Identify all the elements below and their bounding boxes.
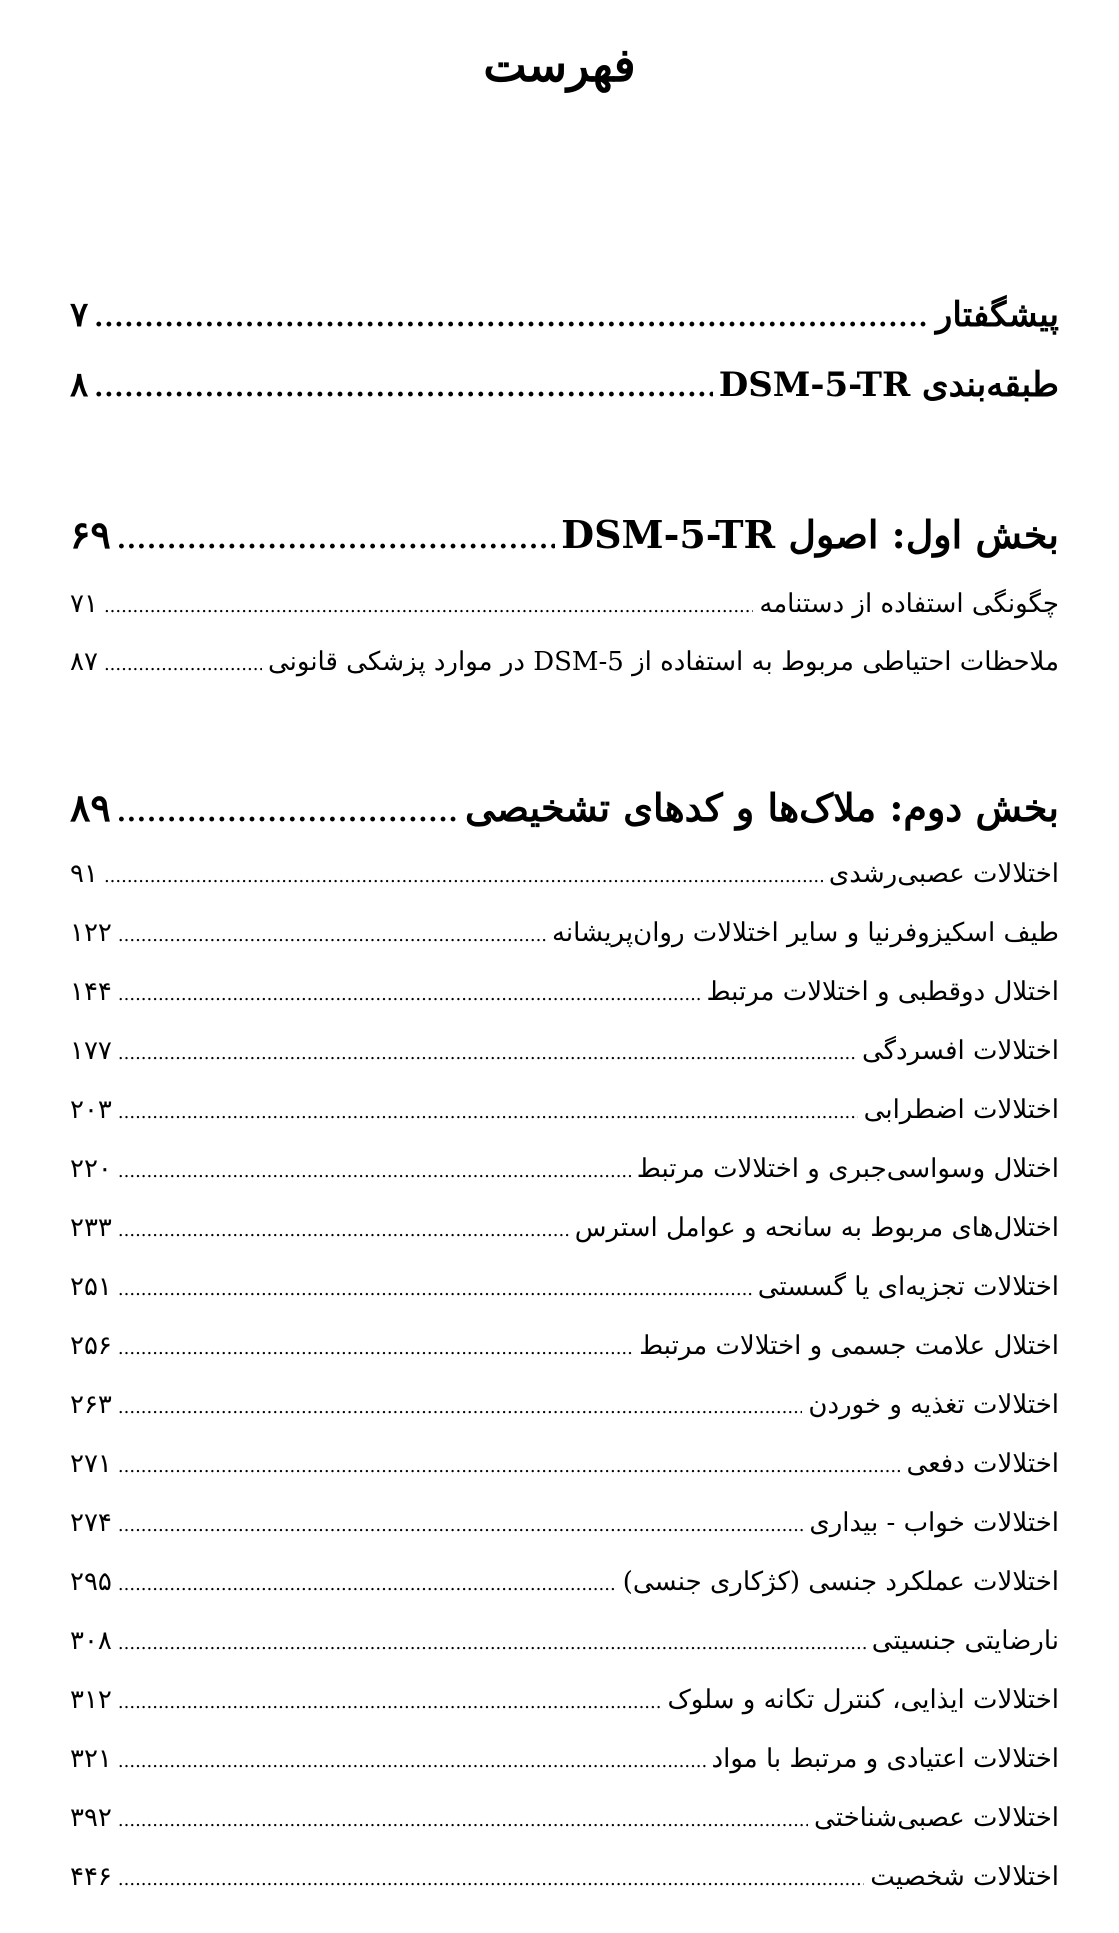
toc-entry-label: طیف اسکیزوفرنیا و سایر اختلالات روان‌پریشانه xyxy=(551,918,1059,948)
toc-entry-label: اختلالات افسردگی xyxy=(861,1036,1059,1066)
toc-entry-label: اختلالات اعتیادی و مرتبط با مواد xyxy=(711,1744,1059,1774)
dot-leader xyxy=(118,1268,752,1309)
toc-entry-page: ۶۹ xyxy=(70,512,111,557)
dot-leader xyxy=(117,512,555,563)
toc-entry[interactable] xyxy=(70,1088,1059,1132)
toc-entry[interactable] xyxy=(70,640,1059,684)
dot-leader xyxy=(118,1622,866,1663)
toc-entry-page: ۳۲۱ xyxy=(70,1744,112,1774)
dot-leader xyxy=(118,1799,808,1840)
toc-entry-page: ۳۱۲ xyxy=(70,1685,112,1715)
toc-entry-label: اختلال علامت جسمی و اختلالات مرتبط xyxy=(639,1331,1059,1361)
toc-entry[interactable] xyxy=(70,970,1059,1014)
toc-entry-label: اختلالات عملکرد جنسی (کژکاری جنسی) xyxy=(622,1567,1059,1597)
dot-leader xyxy=(118,1209,569,1250)
toc-entry[interactable] xyxy=(70,1855,1059,1899)
toc-entry-page: ۱۲۲ xyxy=(70,918,112,948)
toc-entry-page: ۲۳۳ xyxy=(70,1213,112,1243)
toc-entry-page: ۲۶۳ xyxy=(70,1390,112,1420)
toc-entry-page: ۲۹۵ xyxy=(70,1567,112,1597)
dot-leader xyxy=(118,1858,864,1899)
dot-leader xyxy=(118,1091,858,1132)
page-title: فهرست xyxy=(483,38,636,92)
toc-entry-page: ۷۱ xyxy=(70,589,98,619)
dot-leader xyxy=(104,643,262,684)
toc-entry-label: اختلالات دفعی xyxy=(906,1449,1059,1479)
toc-entry-label: اختلالات اضطرابی xyxy=(863,1095,1059,1125)
dot-leader xyxy=(94,363,712,410)
toc-entry[interactable] xyxy=(70,1324,1059,1368)
dot-leader xyxy=(104,585,753,626)
toc-entry-label: چگونگی استفاده از دستنامه xyxy=(759,589,1059,619)
toc-entry-label: اختلالات تجزیه‌ای یا گسستی xyxy=(757,1272,1059,1302)
toc-entry-label: اختلال‌های مربوط به سانحه و عوامل استرس xyxy=(574,1213,1059,1243)
toc-section-part-two[interactable] xyxy=(70,780,1059,836)
dot-leader xyxy=(94,293,930,340)
toc-entry-page: ۱۴۴ xyxy=(70,977,112,1007)
toc-entry-page: ۸ xyxy=(70,365,89,405)
toc-entry[interactable] xyxy=(70,1737,1059,1781)
toc-entry-classification[interactable] xyxy=(70,360,1059,410)
toc-entry-label: اختلالات عصبی‌رشدی xyxy=(828,859,1059,889)
toc-entry-page: ۳۰۸ xyxy=(70,1626,112,1656)
dot-leader xyxy=(118,1740,706,1781)
toc-entry-preface[interactable] xyxy=(70,290,1059,340)
toc-entry-label: اختلال دوقطبی و اختلالات مرتبط xyxy=(706,977,1059,1007)
toc-entry[interactable] xyxy=(70,1560,1059,1604)
toc-entry-page: ۲۷۴ xyxy=(70,1508,112,1538)
dot-leader xyxy=(118,1445,901,1486)
toc-entry-label: اختلالات تغذیه و خوردن xyxy=(808,1390,1059,1420)
toc-entry-label: ملاحظات احتیاطی مربوط به استفاده از DSM-5 در موارد پزشکی قانونی xyxy=(267,647,1059,677)
toc-entry-label: نارضایتی جنسیتی xyxy=(871,1626,1059,1656)
toc-entry-label: پیشگفتار xyxy=(935,295,1059,335)
dot-leader xyxy=(118,1150,631,1191)
toc-section-label: بخش اول: اصول DSM-5-TR xyxy=(561,512,1059,557)
toc-entry-page: ۱۷۷ xyxy=(70,1036,112,1066)
dot-leader xyxy=(104,855,823,896)
toc-entry[interactable] xyxy=(70,1265,1059,1309)
toc-entry[interactable] xyxy=(70,911,1059,955)
toc-entry-page: ۲۲۰ xyxy=(70,1154,112,1184)
dot-leader xyxy=(118,1681,662,1722)
toc-entry-page: ۹۱ xyxy=(70,859,98,889)
toc-entry[interactable] xyxy=(70,1796,1059,1840)
toc-entry-label: طبقه‌بندی DSM-5-TR xyxy=(718,365,1059,405)
dot-leader xyxy=(118,1032,856,1073)
dot-leader xyxy=(118,1563,617,1604)
toc-entry[interactable] xyxy=(70,1383,1059,1427)
toc-entry-page: ۴۴۶ xyxy=(70,1862,112,1892)
toc-entry-page: ۲۵۶ xyxy=(70,1331,112,1361)
toc-entry-page: ۸۷ xyxy=(70,647,98,677)
dot-leader xyxy=(118,973,701,1014)
toc-entry-label: اختلالات شخصیت xyxy=(870,1862,1059,1892)
toc-entry-label: اختلالات عصبی‌شناختی xyxy=(814,1803,1059,1833)
toc-entry[interactable] xyxy=(70,1442,1059,1486)
toc-entry-page: ۸۹ xyxy=(70,785,111,830)
toc-entry[interactable] xyxy=(70,1678,1059,1722)
toc-entry-label: اختلالات ایذایی، کنترل تکانه و سلوک xyxy=(667,1685,1059,1715)
toc-entry-page: ۲۵۱ xyxy=(70,1272,112,1302)
dot-leader xyxy=(118,1504,803,1545)
dot-leader xyxy=(118,1327,633,1368)
dot-leader xyxy=(117,785,459,836)
toc-entry-page: ۲۰۳ xyxy=(70,1095,112,1125)
dot-leader xyxy=(118,914,546,955)
toc-entry[interactable] xyxy=(70,582,1059,626)
toc-entry[interactable] xyxy=(70,852,1059,896)
toc-entry-page: ۷ xyxy=(70,295,89,335)
toc-section-part-one[interactable] xyxy=(70,507,1059,563)
toc-entry[interactable] xyxy=(70,1029,1059,1073)
toc-entry[interactable] xyxy=(70,1147,1059,1191)
toc-entry-label: اختلال وسواسی‌جبری و اختلالات مرتبط xyxy=(636,1154,1059,1184)
toc-entry-page: ۳۹۲ xyxy=(70,1803,112,1833)
toc-section-label: بخش دوم: ملاک‌ها و کدهای تشخیصی xyxy=(464,785,1059,830)
toc-entry[interactable] xyxy=(70,1501,1059,1545)
toc-entry-page: ۲۷۱ xyxy=(70,1449,112,1479)
toc-entry[interactable] xyxy=(70,1619,1059,1663)
toc-entry[interactable] xyxy=(70,1206,1059,1250)
dot-leader xyxy=(118,1386,802,1427)
toc-entry-label: اختلالات خواب - بیداری xyxy=(809,1508,1059,1538)
